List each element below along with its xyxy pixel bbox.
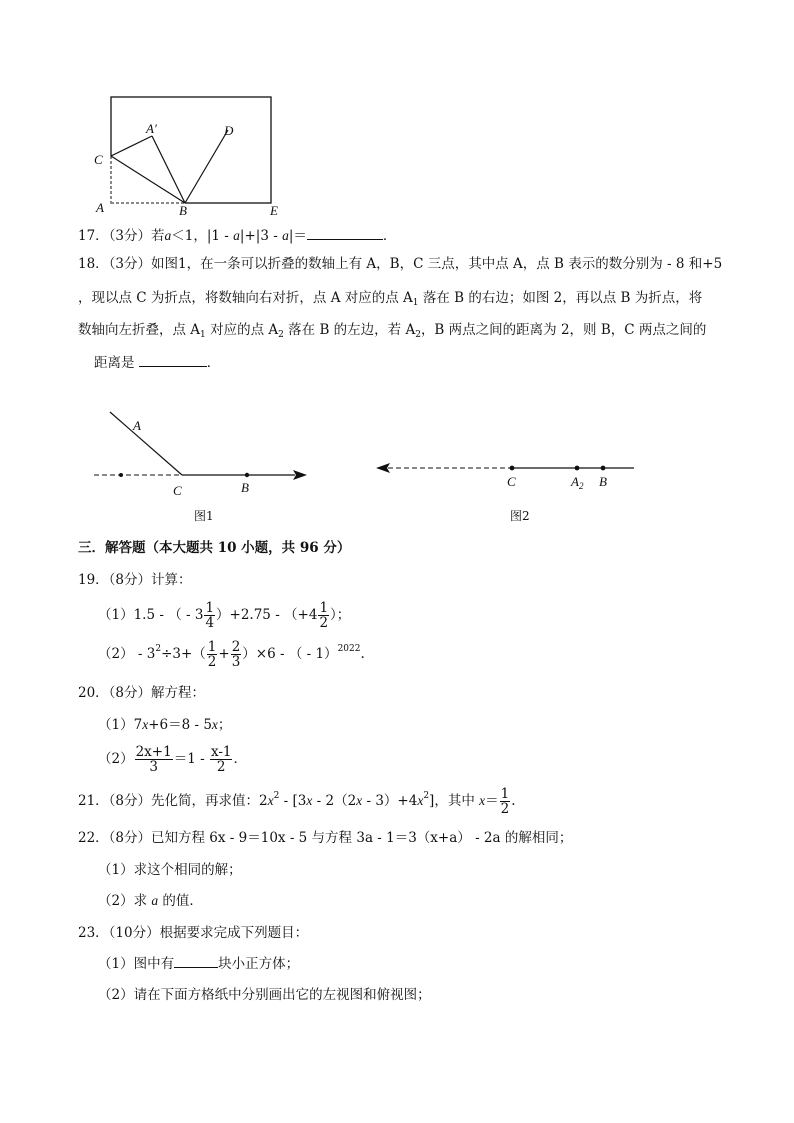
q18-sub: 1 — [200, 330, 206, 340]
q19-sup: 2022 — [337, 644, 361, 654]
q17-var: a — [164, 228, 172, 243]
q19-text: . — [360, 646, 365, 662]
q19-sup: 2 — [155, 644, 162, 654]
frac-num: 2 — [231, 639, 241, 655]
q21-text: ＝ — [485, 793, 499, 809]
fig1-label-b: B — [241, 480, 249, 495]
q17-var: a — [233, 228, 240, 243]
q17-score: （3分） — [108, 228, 152, 244]
label-d: D — [224, 123, 234, 138]
rectangle-outline — [111, 97, 271, 203]
segment-b-d — [185, 130, 228, 203]
q21-sup: 2 — [423, 791, 430, 801]
q19-text: （1）1.5 - （ - 3 — [98, 607, 204, 623]
frac-num: 2x+1 — [135, 744, 172, 760]
q21-text: 21．（8分）先化简，再求值：2 — [78, 793, 268, 809]
q20-fraction — [210, 745, 233, 774]
fig1-label-c: C — [173, 483, 182, 498]
question-19-part1 — [98, 598, 350, 632]
q20-text: （1）7 — [98, 717, 143, 733]
q21-sup: 2 — [273, 791, 280, 801]
fig1-arrow-head — [293, 470, 307, 480]
question-22-part1: （1）求这个相同的解； — [98, 862, 242, 878]
q20-text: （2） — [98, 751, 134, 767]
q19-text: ）； — [330, 607, 351, 623]
fig2-label-a-sub: 2 — [578, 481, 584, 491]
question-22-part2 — [98, 892, 203, 910]
q23-text: 块小正方体； — [218, 956, 300, 972]
q21-text: - [3 — [279, 793, 307, 809]
question-19-head: 19．（8分）计算： — [78, 572, 192, 588]
q23-text: （1）图中有 — [98, 956, 175, 972]
fig2-caption: 图2 — [510, 509, 530, 523]
fig2-label-c: C — [507, 474, 516, 489]
q17-text: |+|3 - — [239, 228, 283, 244]
label-a: A — [96, 200, 104, 215]
q18-sub: 2 — [278, 330, 284, 340]
q17-text: 若 — [151, 228, 165, 244]
q18-text: 如图1，在一条可以折叠的数轴上有 A，B，C 三点，其中点 A，点 B 表示的数分别为 - 8 和+5 — [151, 256, 723, 272]
question-18-line3 — [78, 321, 706, 339]
fig1-dot-b — [245, 473, 249, 477]
segment-c-aprime — [111, 136, 152, 156]
q22-text: （2）求 — [98, 893, 152, 909]
frac-num: 1 — [205, 600, 215, 616]
q19-text: ）+2.75 - （+4 — [216, 607, 318, 623]
question-21 — [78, 784, 516, 818]
q21-var: x — [417, 793, 424, 808]
label-c: C — [94, 152, 103, 167]
frac-den: 4 — [205, 615, 215, 631]
question-20-part2 — [98, 742, 247, 776]
q21-text: - 3）+4 — [362, 793, 418, 809]
q20-fraction — [135, 745, 173, 774]
frac-den: 2 — [207, 654, 217, 670]
frac-den: 2 — [216, 759, 226, 775]
frac-num: 1 — [207, 639, 217, 655]
frac-den: 2 — [319, 615, 329, 631]
label-e: E — [270, 203, 278, 218]
fig1-fold-ray — [110, 412, 182, 475]
fig2-label-a-text: A — [571, 474, 579, 489]
section-3-title: 三．解答题（本大题共 10 小题，共 96 分） — [78, 540, 351, 556]
frac-den: 2 — [500, 801, 510, 817]
fold-rectangle-figure — [80, 90, 300, 220]
q18-text: ，B 两点之间的距离为 2，则 B，C 两点之间的 — [420, 322, 707, 338]
frac-num: 1 — [319, 600, 329, 616]
q20-text: ； — [217, 717, 232, 733]
q20-var: x — [142, 717, 149, 732]
question-23-head: 23．（10分）根据要求完成下列题目： — [78, 925, 309, 941]
q21-text: ]，其中 — [429, 793, 480, 809]
q17-answer-blank[interactable] — [307, 227, 383, 240]
q21-text: . — [511, 793, 516, 809]
fig1-caption: 图1 — [194, 509, 214, 523]
q21-var: x — [306, 793, 313, 808]
q17-text: |＝ — [288, 228, 307, 244]
q18-sub: 2 — [415, 330, 421, 340]
q18-text: ，现以点 C 为折点，将数轴向右对折，点 A 对应的点 A — [78, 290, 413, 306]
fig1-dot-left — [119, 473, 123, 477]
frac-den: 3 — [149, 759, 158, 775]
q18-number: 18． — [78, 256, 109, 272]
question-22: 22．（8分）已知方程 6x - 9＝10x - 5 与方程 3a - 1＝3（x+a） - 2a 的解相同； — [78, 830, 573, 846]
q19-text: + — [218, 646, 230, 662]
q17-text: ＜1，|1 - — [171, 228, 234, 244]
q19-fraction — [231, 640, 242, 669]
q20-text: ． — [233, 751, 247, 767]
question-19-part2 — [98, 637, 365, 671]
q18-score: （3分） — [108, 256, 152, 272]
q18-answer-blank[interactable] — [139, 354, 207, 367]
q18-sub: 1 — [412, 298, 419, 308]
question-18-line1 — [78, 255, 722, 273]
q20-var: x — [211, 717, 218, 732]
fig2-label-a2 — [571, 474, 583, 490]
q18-text: 距离是 — [94, 355, 139, 371]
question-18-line2 — [78, 289, 702, 307]
q19-text: ÷3+（ — [161, 646, 206, 662]
q20-text: +6＝8 - 5 — [148, 717, 212, 733]
q17-end: ． — [382, 228, 397, 244]
q17-var: a — [282, 228, 289, 243]
q19-fraction — [204, 601, 215, 630]
question-20-part1 — [98, 716, 231, 734]
fig2-dot-c — [510, 466, 515, 471]
q19-fraction — [207, 640, 218, 669]
fig2-label-b: B — [599, 474, 607, 489]
q19-text: （2） - 3 — [98, 646, 156, 662]
label-b: B — [179, 203, 187, 218]
question-18-line4 — [94, 354, 220, 372]
q21-var: x — [267, 793, 274, 808]
q21-text: - 2（2 — [312, 793, 357, 809]
fig2-arrow-head — [376, 463, 390, 473]
question-17 — [78, 227, 396, 245]
q18-text: 落在 B 的右边；如图 2，再以点 B 为折点，将 — [418, 290, 703, 306]
q18-text: 数轴向左折叠，点 A — [78, 322, 201, 338]
question-23-part2: （2）请在下面方格纸中分别画出它的左视图和俯视图； — [98, 987, 431, 1003]
question-23-part1 — [98, 955, 299, 973]
question-20-head: 20．（8分）解方程： — [78, 685, 206, 701]
q22-text: 的值． — [158, 893, 203, 909]
q23-answer-blank[interactable] — [174, 955, 218, 968]
fig2-dot-b — [601, 466, 606, 471]
label-a-prime: A′ — [146, 121, 157, 136]
frac-num: 1 — [500, 786, 510, 802]
q19-fraction — [318, 601, 329, 630]
q18-end: ． — [206, 355, 221, 371]
fig2-dot-a2 — [575, 466, 580, 471]
q21-fraction — [500, 787, 511, 816]
number-line-figure-1 — [90, 408, 320, 488]
fig1-label-a: A — [133, 418, 141, 433]
q19-text: ）×6 - （ - 1） — [242, 646, 338, 662]
q20-text: ＝1 - — [173, 751, 209, 767]
q21-var: x — [356, 793, 363, 808]
q18-text: 落在 B 的左边，若 A — [283, 322, 416, 338]
frac-den: 3 — [231, 654, 241, 670]
q17-number: 17． — [78, 228, 109, 244]
q22-var: a — [151, 893, 159, 908]
q21-var: x — [479, 793, 486, 808]
frac-num: x-1 — [210, 744, 232, 760]
q18-text: 对应的点 A — [205, 322, 279, 338]
